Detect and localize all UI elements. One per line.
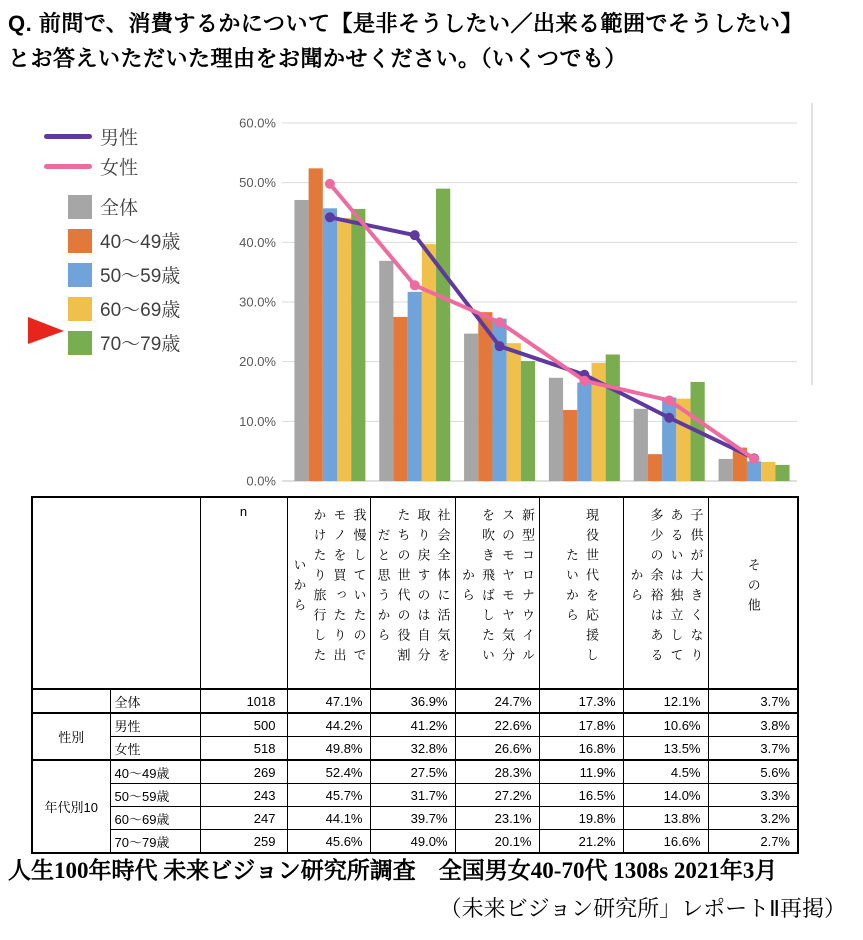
- question-title-line1: Q. 前問で、消費するかについて【是非そうしたい／出来る範囲でそうしたい】: [8, 11, 803, 36]
- header-category-3: 新型コロナウイルスのモヤモヤ気分を吹き飛ばしたいから: [455, 497, 539, 689]
- y-tick-label: 50.0%: [239, 175, 276, 191]
- legend-label: 女性: [100, 158, 139, 179]
- marker-女性: [325, 179, 335, 189]
- row-percent-value: 52.4%: [287, 760, 370, 784]
- header-n: n: [200, 497, 287, 689]
- marker-男性: [410, 230, 420, 240]
- bar-全体: [379, 261, 393, 481]
- header-category-6: その他: [708, 497, 798, 689]
- marker-女性: [664, 395, 674, 405]
- row-percent-value: 14.0%: [623, 784, 708, 807]
- bar-50～59歳: [662, 397, 676, 481]
- row-percent-value: 26.6%: [455, 737, 539, 761]
- marker-女性: [410, 280, 420, 290]
- row-percent-value: 23.1%: [455, 807, 539, 830]
- bar-70～79歳: [521, 361, 535, 481]
- row-n-value: 269: [200, 760, 287, 784]
- row-group-label: 性別: [32, 713, 110, 760]
- row-percent-value: 49.8%: [287, 737, 370, 761]
- bar-60～69歳: [761, 462, 775, 481]
- row-label: 全体: [110, 689, 200, 713]
- bar-60～69歳: [422, 244, 436, 481]
- bar-全体: [719, 459, 733, 481]
- row-n-value: 518: [200, 737, 287, 761]
- bar-70～79歳: [436, 189, 450, 481]
- combo-chart: [0, 95, 863, 495]
- row-percent-value: 16.6%: [623, 830, 708, 854]
- bar-40～49歳: [648, 454, 662, 481]
- row-percent-value: 49.0%: [370, 830, 455, 854]
- source-line2: （未来ビジョン研究所」レポートⅡ再掲）: [439, 896, 846, 921]
- marker-女性: [495, 317, 505, 327]
- y-tick-label: 40.0%: [239, 234, 276, 250]
- source-line1: 人生100年時代 未来ビジョン研究所調査 全国男女40-70代 1308s 2021年3月: [8, 858, 778, 883]
- row-percent-value: 47.1%: [287, 689, 370, 713]
- row-percent-value: 11.9%: [539, 760, 623, 784]
- table-row: [32, 807, 798, 830]
- row-group-label: 年代別10: [32, 760, 110, 853]
- table-header-row: [32, 497, 798, 689]
- table-row: [32, 689, 798, 713]
- table-row: [32, 830, 798, 854]
- row-percent-value: 27.5%: [370, 760, 455, 784]
- row-percent-value: 19.8%: [539, 807, 623, 830]
- row-label: 70～79歳: [110, 830, 200, 854]
- legend-label: 男性: [100, 128, 139, 149]
- marker-男性: [664, 413, 674, 423]
- y-tick-label: 20.0%: [239, 354, 276, 370]
- row-percent-value: 13.8%: [623, 807, 708, 830]
- row-percent-value: 22.6%: [455, 713, 539, 737]
- header-category-4: 現役世代を応援したいから: [539, 497, 623, 689]
- bar-40～49歳: [309, 168, 323, 481]
- row-percent-value: 32.8%: [370, 737, 455, 761]
- header-category-2: 社会全体に活気を取り戻すのは自分たちの世代の役割だと思うから: [370, 497, 455, 689]
- table-row: [32, 784, 798, 807]
- row-percent-value: 17.3%: [539, 689, 623, 713]
- row-n-value: 259: [200, 830, 287, 854]
- legend-label: 50～59歳: [100, 266, 181, 287]
- row-label: 50～59歳: [110, 784, 200, 807]
- bar-70～79歳: [775, 465, 789, 481]
- row-percent-value: 24.7%: [455, 689, 539, 713]
- row-percent-value: 17.8%: [539, 713, 623, 737]
- question-title-line2: とお答えいただいた理由をお聞かせください。（いくつでも）: [8, 46, 628, 71]
- row-percent-value: 36.9%: [370, 689, 455, 713]
- bar-50～59歳: [408, 292, 422, 481]
- row-n-value: 1018: [200, 689, 287, 713]
- row-percent-value: 28.3%: [455, 760, 539, 784]
- row-percent-value: 13.5%: [623, 737, 708, 761]
- results-table-body: [32, 689, 798, 853]
- row-n-value: 500: [200, 713, 287, 737]
- row-label: 60～69歳: [110, 807, 200, 830]
- row-percent-value: 10.6%: [623, 713, 708, 737]
- y-tick-label: 10.0%: [239, 413, 276, 429]
- row-percent-value: 2.7%: [708, 830, 798, 854]
- row-percent-value: 44.1%: [287, 807, 370, 830]
- row-group-label: [32, 689, 110, 713]
- bar-40～49歳: [478, 312, 492, 481]
- header-corner-cell: [32, 497, 200, 689]
- row-percent-value: 12.1%: [623, 689, 708, 713]
- row-percent-value: 3.2%: [708, 807, 798, 830]
- row-label: 女性: [110, 737, 200, 761]
- row-percent-value: 5.6%: [708, 760, 798, 784]
- bar-全体: [294, 200, 308, 481]
- bar-60～69歳: [337, 218, 351, 481]
- row-percent-value: 3.7%: [708, 737, 798, 761]
- y-tick-label: 0.0%: [246, 473, 276, 489]
- bar-40～49歳: [393, 317, 407, 481]
- legend-label: 40～49歳: [100, 232, 181, 253]
- legend-label: 60～69歳: [100, 300, 181, 321]
- bar-50～59歳: [323, 208, 337, 481]
- y-tick-label: 30.0%: [239, 294, 276, 310]
- row-percent-value: 21.2%: [539, 830, 623, 854]
- row-percent-value: 3.3%: [708, 784, 798, 807]
- legend-label: 70～79歳: [100, 334, 181, 355]
- row-percent-value: 4.5%: [623, 760, 708, 784]
- table-row: [32, 737, 798, 761]
- row-percent-value: 16.5%: [539, 784, 623, 807]
- y-tick-label: 60.0%: [239, 115, 276, 131]
- bar-40～49歳: [563, 410, 577, 481]
- row-label: 40～49歳: [110, 760, 200, 784]
- marker-女性: [579, 376, 589, 386]
- row-percent-value: 27.2%: [455, 784, 539, 807]
- marker-女性: [749, 454, 759, 464]
- row-percent-value: 3.7%: [708, 689, 798, 713]
- bar-全体: [634, 409, 648, 481]
- row-n-value: 247: [200, 807, 287, 830]
- table-row: [32, 713, 798, 737]
- row-percent-value: 39.7%: [370, 807, 455, 830]
- row-percent-value: 3.8%: [708, 713, 798, 737]
- bar-60～69歳: [507, 343, 521, 481]
- bar-50～59歳: [577, 383, 591, 481]
- bar-全体: [549, 378, 563, 481]
- row-percent-value: 16.8%: [539, 737, 623, 761]
- row-n-value: 243: [200, 784, 287, 807]
- marker-男性: [325, 212, 335, 222]
- row-percent-value: 45.7%: [287, 784, 370, 807]
- table-row: [32, 760, 798, 784]
- results-table: [31, 496, 799, 854]
- results-table-wrap: [31, 496, 799, 854]
- bar-全体: [464, 334, 478, 481]
- bar-70～79歳: [351, 209, 365, 481]
- row-percent-value: 41.2%: [370, 713, 455, 737]
- row-label: 男性: [110, 713, 200, 737]
- header-category-5: 子供が大きくなりあるいは独立して多少の余裕はあるから: [623, 497, 708, 689]
- row-percent-value: 45.6%: [287, 830, 370, 854]
- question-title: [8, 6, 858, 76]
- marker-男性: [495, 341, 505, 351]
- row-percent-value: 44.2%: [287, 713, 370, 737]
- source-note: [8, 852, 846, 923]
- row-percent-value: 20.1%: [455, 830, 539, 854]
- legend-label: 全体: [100, 198, 139, 219]
- row-percent-value: 31.7%: [370, 784, 455, 807]
- bar-50～59歳: [747, 461, 761, 481]
- header-category-1: 我慢していたのでモノを買ったり出かけたり旅行したいから: [287, 497, 370, 689]
- bar-70～79歳: [606, 355, 620, 481]
